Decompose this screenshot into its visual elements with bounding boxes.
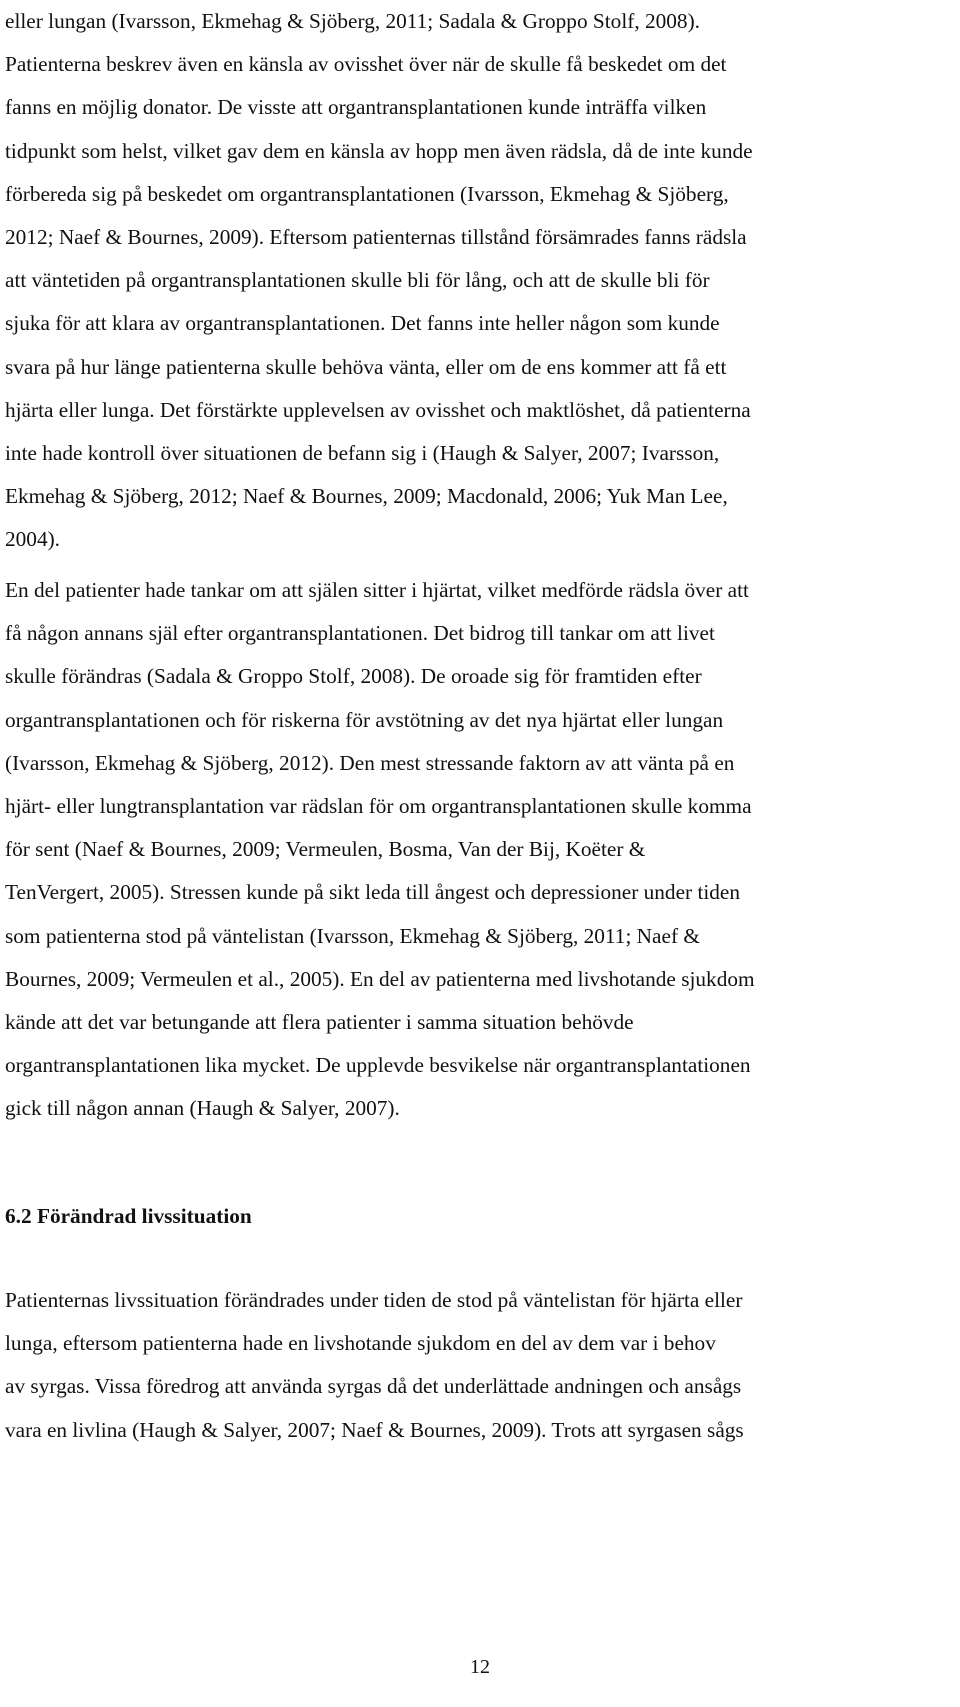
paragraph — [5, 0, 955, 561]
text-line: (Ivarsson, Ekmehag & Sjöberg, 2012). Den mest stressande faktorn av att vänta på en — [5, 750, 735, 775]
text-line: lunga, eftersom patienterna hade en livshotande sjukdom en del av dem var i behov — [5, 1331, 716, 1356]
text-line: fanns en möjlig donator. De visste att organtransplantationen kunde inträffa vilken — [5, 95, 707, 120]
text-line: gick till någon annan (Haugh & Salyer, 2007). — [5, 1096, 400, 1121]
text-line: hjärt- eller lungtransplantation var rädslan för om organtransplantationen skulle komma — [5, 793, 752, 818]
text-line: organtransplantationen och för riskerna för avstötning av det nya hjärtat eller lungan — [5, 707, 724, 732]
text-line: vara en livlina (Haugh & Salyer, 2007; Naef & Bournes, 2009). Trots att syrgasen sågs — [5, 1417, 744, 1442]
text-line: hjärta eller lunga. Det förstärkte upplevelsen av ovisshet och maktlöshet, då patienterna — [5, 397, 751, 422]
text-line: Ekmehag & Sjöberg, 2012; Naef & Bournes, 2009; Macdonald, 2006; Yuk Man Lee, — [5, 484, 728, 509]
text-line: TenVergert, 2005). Stressen kunde på sikt leda till ångest och depressioner under tiden — [5, 880, 741, 905]
text-line: skulle förändras (Sadala & Groppo Stolf, 2008). De oroade sig för framtiden efter — [5, 664, 702, 689]
paragraph — [5, 1279, 955, 1452]
text-line: 2004). — [5, 527, 61, 552]
text-line: eller lungan (Ivarsson, Ekmehag & Sjöberg, 2011; Sadala & Groppo Stolf, 2008). — [5, 9, 700, 33]
page-number: 12 — [470, 1656, 490, 1678]
text-line: få någon annans själ efter organtransplantationen. Det bidrog till tankar om att livet — [5, 621, 715, 646]
text-line: 2012; Naef & Bournes, 2009). Eftersom patienternas tillstånd försämrades fanns rädsla — [5, 224, 747, 249]
text-line: organtransplantationen lika mycket. De upplevde besvikelse när organtransplantationen — [5, 1053, 751, 1078]
text-line: av syrgas. Vissa föredrog att använda syrgas då det underlättade andningen och ansågs — [5, 1374, 742, 1399]
text-line: för sent (Naef & Bournes, 2009; Vermeulen, Bosma, Van der Bij, Koëter & — [5, 837, 646, 862]
text-line: En del patienter hade tankar om att själen sitter i hjärtat, vilket medförde rädsla över att — [5, 578, 749, 602]
text-line: svara på hur länge patienterna skulle behöva vänta, eller om de ens kommer att få ett — [5, 354, 727, 379]
text-line: kände att det var betungande att flera patienter i samma situation behövde — [5, 1009, 634, 1034]
text-line: tidpunkt som helst, vilket gav dem en känsla av hopp men även rädsla, då de inte kunde — [5, 138, 753, 163]
section-heading: 6.2 Förändrad livssituation — [5, 1204, 252, 1228]
text-line: Patienterna beskrev även en känsla av ovisshet över när de skulle få beskedet om det — [5, 52, 727, 77]
text-line: Patienternas livssituation förändrades under tiden de stod på väntelistan för hjärta eller — [5, 1288, 743, 1312]
text-line: sjuka för att klara av organtransplantationen. Det fanns inte heller någon som kunde — [5, 311, 720, 336]
paragraph — [5, 569, 955, 1130]
text-line: inte hade kontroll över situationen de befann sig i (Haugh & Salyer, 2007; Ivarsson, — [5, 440, 720, 465]
text-line: att väntetiden på organtransplantationen skulle bli för lång, och att de skulle bli för — [5, 268, 710, 293]
text-line: Bournes, 2009; Vermeulen et al., 2005). En del av patienterna med livshotande sjukdom — [5, 966, 755, 991]
text-line: som patienterna stod på väntelistan (Ivarsson, Ekmehag & Sjöberg, 2011; Naef & — [5, 923, 700, 948]
text-line: förbereda sig på beskedet om organtransplantationen (Ivarsson, Ekmehag & Sjöberg, — [5, 181, 729, 206]
